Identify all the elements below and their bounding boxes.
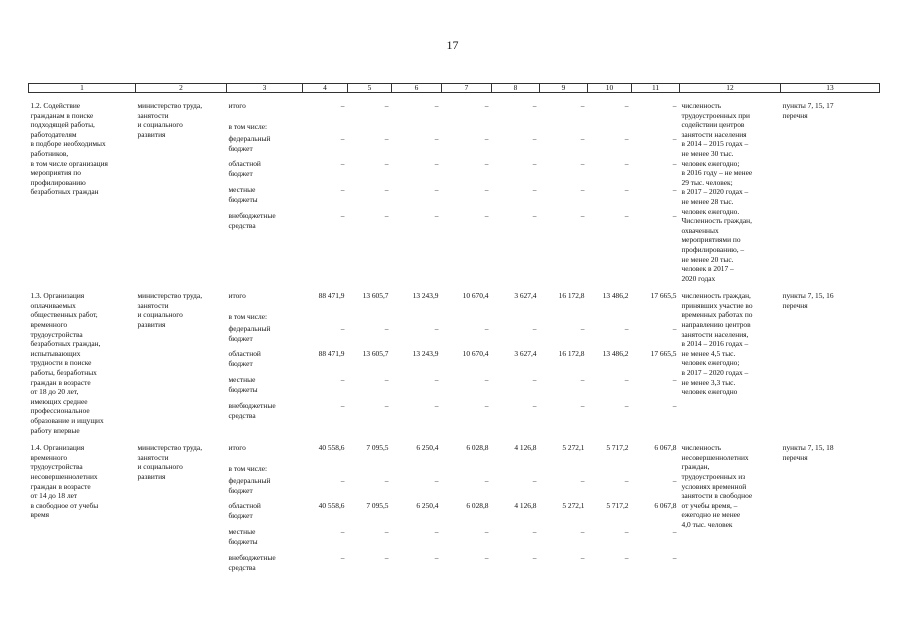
funding-value: 7 095,5 bbox=[366, 443, 389, 453]
funding-value bbox=[305, 464, 345, 476]
funding-value: 10 670,4 bbox=[462, 349, 489, 359]
funding-value: 13 243,9 bbox=[412, 349, 439, 359]
funding-value: – bbox=[340, 185, 345, 194]
measure-cell: 1.2. Содействие гражданам в поиске подходящей работы, работодателям в подборе необходимых работников, в том числе организация мероприятия по профилированию безработных граждан bbox=[30, 101, 108, 197]
column-header: 4 bbox=[303, 84, 348, 93]
funding-source-label: итого bbox=[228, 443, 246, 453]
executor-cell: министерство труда, занятости и социального развития bbox=[137, 101, 203, 139]
funding-value bbox=[494, 122, 537, 134]
funding-value: – bbox=[532, 553, 537, 563]
funding-value: – bbox=[384, 185, 389, 194]
funding-value: – bbox=[384, 527, 389, 537]
value-cell bbox=[632, 283, 680, 435]
funding-value: 4 126,8 bbox=[514, 443, 537, 453]
funding-value: – bbox=[624, 159, 629, 168]
funding-source-label: внебюджетные средства bbox=[228, 401, 276, 420]
funding-value: – bbox=[484, 324, 489, 334]
funding-value: – bbox=[580, 101, 585, 110]
funding-value: – bbox=[580, 324, 585, 334]
funding-value: – bbox=[532, 476, 537, 486]
funding-value: – bbox=[340, 401, 345, 411]
funding-source-cell bbox=[227, 283, 303, 435]
funding-source-label: итого bbox=[228, 291, 246, 301]
column-header: 10 bbox=[588, 84, 632, 93]
funding-value: 6 067,8 bbox=[654, 443, 677, 453]
funding-value: – bbox=[434, 211, 439, 220]
funding-value: – bbox=[672, 375, 677, 385]
funding-value: 13 605,7 bbox=[362, 349, 389, 359]
funding-value: – bbox=[434, 185, 439, 194]
funding-value: – bbox=[434, 401, 439, 411]
funding-source-label: областной бюджет bbox=[228, 501, 261, 520]
funding-source-label: местные бюджеты bbox=[228, 185, 258, 204]
list-points-cell: пункты 7, 15, 18 перечня bbox=[782, 443, 834, 462]
funding-source-label: местные бюджеты bbox=[228, 375, 258, 394]
column-header: 5 bbox=[348, 84, 392, 93]
funding-value: – bbox=[672, 101, 677, 110]
funding-value: – bbox=[532, 401, 537, 411]
funding-value: – bbox=[532, 185, 537, 194]
target-indicator-cell: численность несовершеннолетних граждан, трудоустроенных из условиях временной занятости в свободное от учебы время, – ежегодно не менее 4,0 тыс. человек bbox=[681, 443, 753, 529]
funding-value bbox=[590, 122, 629, 134]
funding-value: – bbox=[672, 476, 677, 486]
funding-value: – bbox=[340, 553, 345, 563]
target-indicator-cell: численность граждан, принявших участие во временных работах по направлению центров занятости населения, в 2014 – 2016 годах – не менее 4,5 тыс. человек ежегодно; в 2017 – 2020 годах – не менее 3,3 тыс. человек ежегодно bbox=[681, 291, 753, 397]
funding-value bbox=[444, 464, 489, 476]
value-cell bbox=[588, 283, 632, 435]
funding-value bbox=[590, 312, 629, 324]
funding-value: – bbox=[580, 185, 585, 194]
funding-value: 6 250,4 bbox=[416, 501, 439, 511]
value-cell bbox=[442, 435, 492, 579]
value-cell bbox=[632, 93, 680, 284]
funding-value: – bbox=[624, 101, 629, 110]
funding-value bbox=[634, 122, 677, 134]
funding-value: 3 627,4 bbox=[514, 291, 537, 301]
column-header: 3 bbox=[227, 84, 303, 93]
funding-value: 16 172,8 bbox=[558, 291, 585, 301]
funding-value: 13 486,2 bbox=[602, 291, 629, 301]
funding-value: – bbox=[672, 527, 677, 537]
funding-value: – bbox=[580, 553, 585, 563]
funding-value: – bbox=[434, 527, 439, 537]
funding-value bbox=[634, 464, 677, 476]
funding-value: – bbox=[532, 101, 537, 110]
funding-value: – bbox=[434, 134, 439, 143]
funding-source-label: федеральный бюджет bbox=[228, 324, 271, 343]
funding-value bbox=[494, 464, 537, 476]
funding-value bbox=[542, 122, 585, 134]
funding-value: – bbox=[484, 401, 489, 411]
value-cell bbox=[492, 93, 540, 284]
value-cell bbox=[588, 435, 632, 579]
funding-source-label: внебюджетные средства bbox=[228, 211, 276, 230]
funding-value: – bbox=[624, 527, 629, 537]
column-header: 11 bbox=[632, 84, 680, 93]
target-indicator-cell: численность трудоустроенных при содействии центров занятости населения в 2014 – 2015 годах – не менее 30 тыс. человек ежегодно; в 2016 году – не менее 29 тыс. человек; в 2017 – 2020 годах – не менее 28 тыс. человек ежегодно. Численность граждан, охваченных мероприятиями по профилированию, – не менее 20 тыс. человек в 2017 – 2020 годах bbox=[681, 101, 753, 283]
column-header: 7 bbox=[442, 84, 492, 93]
funding-value bbox=[350, 122, 389, 134]
value-cell bbox=[303, 93, 348, 284]
funding-value: – bbox=[580, 527, 585, 537]
value-cell bbox=[540, 435, 588, 579]
funding-value: – bbox=[672, 211, 677, 220]
funding-value: – bbox=[340, 134, 345, 143]
funding-value: 17 665,5 bbox=[650, 291, 677, 301]
column-header: 1 bbox=[29, 84, 136, 93]
funding-value: – bbox=[672, 134, 677, 143]
funding-value bbox=[350, 312, 389, 324]
measure-cell: 1.3. Организация оплачиваемых общественных работ, временного трудоустройства безработных граждан, испытывающих трудности в поиске работы, безработных граждан в возрасте от 18 до 20 лет, имеющих среднее профессиональное образование и ищущих работу впервые bbox=[30, 291, 104, 435]
executor-cell: министерство труда, занятости и социального развития bbox=[137, 291, 203, 330]
funding-value: 6 067,8 bbox=[654, 501, 677, 511]
table-row bbox=[29, 283, 880, 435]
value-cell bbox=[348, 435, 392, 579]
value-cell bbox=[492, 283, 540, 435]
funding-source-label: в том числе: bbox=[228, 122, 268, 131]
funding-value bbox=[305, 122, 345, 134]
funding-value: – bbox=[384, 134, 389, 143]
funding-value: – bbox=[624, 211, 629, 220]
program-table bbox=[28, 83, 880, 579]
funding-value bbox=[494, 312, 537, 324]
funding-value: – bbox=[580, 134, 585, 143]
value-cell bbox=[442, 93, 492, 284]
funding-value: – bbox=[624, 476, 629, 486]
funding-value: – bbox=[580, 476, 585, 486]
funding-value: – bbox=[434, 101, 439, 110]
funding-value: – bbox=[532, 134, 537, 143]
funding-value: – bbox=[484, 527, 489, 537]
funding-value: – bbox=[434, 375, 439, 385]
funding-value bbox=[394, 312, 439, 324]
funding-source-label: в том числе: bbox=[228, 464, 268, 474]
column-header: 12 bbox=[680, 84, 781, 93]
funding-value: – bbox=[340, 476, 345, 486]
funding-value: – bbox=[340, 375, 345, 385]
page-number: 17 bbox=[446, 38, 459, 52]
funding-value: – bbox=[484, 476, 489, 486]
funding-value: 13 605,7 bbox=[362, 291, 389, 301]
funding-source-label: федеральный бюджет bbox=[228, 134, 271, 153]
funding-value: – bbox=[580, 159, 585, 168]
funding-value: – bbox=[434, 159, 439, 168]
funding-value: – bbox=[384, 159, 389, 168]
funding-value bbox=[305, 312, 345, 324]
funding-value: – bbox=[384, 553, 389, 563]
funding-value: 17 665,5 bbox=[650, 349, 677, 359]
funding-value: – bbox=[484, 185, 489, 194]
funding-value: – bbox=[532, 527, 537, 537]
funding-source-label: итого bbox=[228, 101, 246, 110]
funding-value: 4 126,8 bbox=[514, 501, 537, 511]
value-cell bbox=[392, 93, 442, 284]
funding-value: – bbox=[484, 553, 489, 563]
funding-value: – bbox=[340, 324, 345, 334]
funding-value: 6 028,8 bbox=[466, 443, 489, 453]
funding-value: – bbox=[672, 324, 677, 334]
funding-value: 7 095,5 bbox=[366, 501, 389, 511]
funding-value bbox=[590, 464, 629, 476]
table-body bbox=[29, 93, 880, 580]
value-cell bbox=[588, 93, 632, 284]
funding-value bbox=[444, 312, 489, 324]
funding-value: – bbox=[384, 324, 389, 334]
funding-value: – bbox=[384, 211, 389, 220]
executor-cell: министерство труда, занятости и социального развития bbox=[137, 443, 203, 481]
funding-value bbox=[542, 312, 585, 324]
funding-value: – bbox=[672, 401, 677, 411]
funding-value: 6 028,8 bbox=[466, 501, 489, 511]
table-row bbox=[29, 435, 880, 579]
funding-value: – bbox=[532, 211, 537, 220]
funding-value: – bbox=[532, 159, 537, 168]
funding-value: – bbox=[340, 211, 345, 220]
value-cell bbox=[492, 435, 540, 579]
funding-source-label: внебюджетные средства bbox=[228, 553, 276, 572]
header-row bbox=[29, 84, 880, 93]
value-cell bbox=[392, 435, 442, 579]
funding-value: 5 272,1 bbox=[562, 501, 585, 511]
funding-value: – bbox=[340, 101, 345, 110]
funding-value: – bbox=[624, 375, 629, 385]
value-cell bbox=[540, 283, 588, 435]
funding-value: – bbox=[672, 185, 677, 194]
funding-source-cell bbox=[227, 435, 303, 579]
list-points-cell: пункты 7, 15, 16 перечня bbox=[782, 291, 834, 310]
table-row bbox=[29, 93, 880, 284]
funding-value: – bbox=[384, 401, 389, 411]
funding-source-label: областной бюджет bbox=[228, 349, 261, 368]
funding-value: 88 471,9 bbox=[318, 349, 345, 359]
funding-value: 13 243,9 bbox=[412, 291, 439, 301]
column-header: 9 bbox=[540, 84, 588, 93]
value-cell bbox=[303, 435, 348, 579]
funding-value: – bbox=[624, 134, 629, 143]
funding-value: – bbox=[434, 476, 439, 486]
funding-value bbox=[394, 122, 439, 134]
value-cell bbox=[632, 435, 680, 579]
funding-value: – bbox=[484, 375, 489, 385]
value-cell bbox=[540, 93, 588, 284]
funding-value: – bbox=[384, 375, 389, 385]
funding-value: 40 558,6 bbox=[318, 443, 345, 453]
funding-source-label: местные бюджеты bbox=[228, 527, 258, 546]
funding-value: 13 486,2 bbox=[602, 349, 629, 359]
funding-value: – bbox=[624, 185, 629, 194]
column-header: 8 bbox=[492, 84, 540, 93]
value-cell bbox=[442, 283, 492, 435]
funding-value: – bbox=[624, 324, 629, 334]
funding-value: – bbox=[384, 476, 389, 486]
funding-value: – bbox=[580, 375, 585, 385]
funding-value: – bbox=[580, 401, 585, 411]
funding-value bbox=[634, 312, 677, 324]
funding-value: 6 250,4 bbox=[416, 443, 439, 453]
funding-value: – bbox=[434, 553, 439, 563]
funding-source-label: федеральный бюджет bbox=[228, 476, 271, 495]
funding-value bbox=[350, 464, 389, 476]
funding-value: 5 717,2 bbox=[606, 501, 629, 511]
funding-value: – bbox=[672, 553, 677, 563]
funding-value: – bbox=[384, 101, 389, 110]
funding-value: 10 670,4 bbox=[462, 291, 489, 301]
funding-value: – bbox=[484, 134, 489, 143]
funding-value: – bbox=[340, 527, 345, 537]
funding-value: – bbox=[580, 211, 585, 220]
funding-value: – bbox=[672, 159, 677, 168]
funding-value: – bbox=[624, 553, 629, 563]
funding-value: 40 558,6 bbox=[318, 501, 345, 511]
value-cell bbox=[392, 283, 442, 435]
list-points-cell: пункты 7, 15, 17 перечня bbox=[782, 101, 834, 120]
funding-value: – bbox=[484, 211, 489, 220]
funding-value bbox=[542, 464, 585, 476]
funding-value: – bbox=[484, 159, 489, 168]
funding-value: 16 172,8 bbox=[558, 349, 585, 359]
value-cell bbox=[303, 283, 348, 435]
funding-source-label: в том числе: bbox=[228, 312, 268, 322]
funding-value bbox=[444, 122, 489, 134]
funding-value: 3 627,4 bbox=[514, 349, 537, 359]
funding-value: 5 272,1 bbox=[562, 443, 585, 453]
column-header: 6 bbox=[392, 84, 442, 93]
funding-source-cell bbox=[227, 93, 303, 284]
measure-cell: 1.4. Организация временного трудоустройства несовершеннолетних граждан в возрасте от 14 до 18 лет в свободное от учебы время bbox=[30, 443, 99, 520]
funding-value: – bbox=[532, 324, 537, 334]
funding-value: – bbox=[532, 375, 537, 385]
funding-value: 88 471,9 bbox=[318, 291, 345, 301]
funding-source-label: областной бюджет bbox=[228, 159, 261, 178]
funding-value: – bbox=[434, 324, 439, 334]
funding-value: – bbox=[484, 101, 489, 110]
column-header: 13 bbox=[781, 84, 880, 93]
funding-value: 5 717,2 bbox=[606, 443, 629, 453]
value-cell bbox=[348, 283, 392, 435]
funding-value bbox=[394, 464, 439, 476]
funding-value: – bbox=[624, 401, 629, 411]
value-cell bbox=[348, 93, 392, 284]
column-header: 2 bbox=[136, 84, 227, 93]
funding-value: – bbox=[340, 159, 345, 168]
